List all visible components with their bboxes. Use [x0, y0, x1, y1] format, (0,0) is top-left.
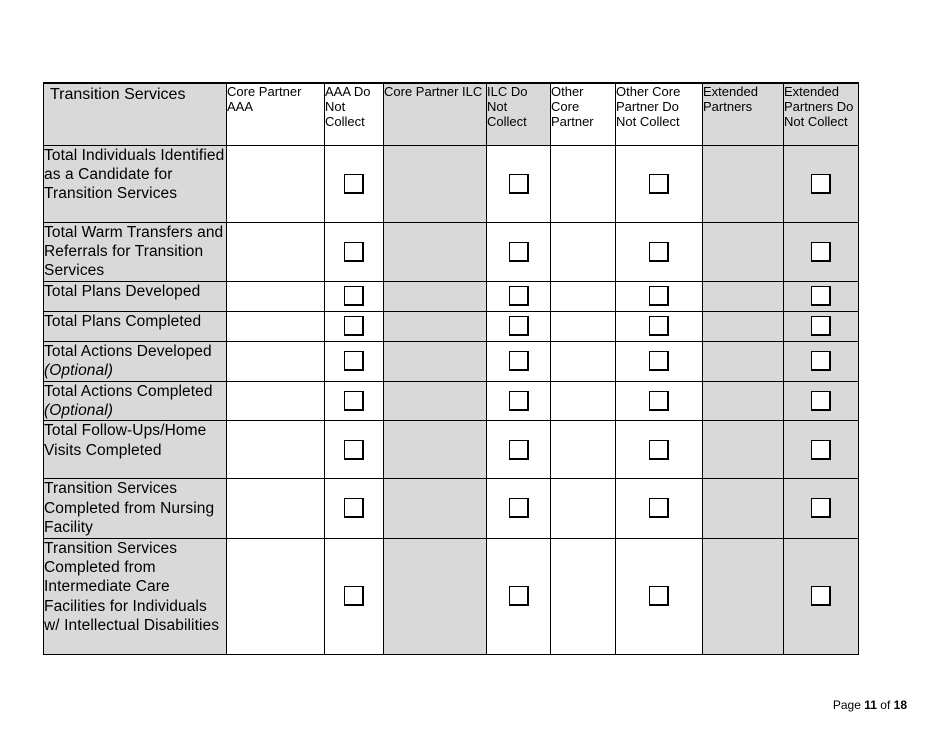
table-cell [616, 538, 703, 654]
table-cell [703, 381, 784, 421]
do-not-collect-checkbox[interactable] [509, 586, 529, 606]
table-cell [551, 421, 616, 479]
do-not-collect-checkbox[interactable] [649, 174, 669, 194]
do-not-collect-checkbox[interactable] [509, 174, 529, 194]
do-not-collect-checkbox[interactable] [811, 351, 831, 371]
table-cell [487, 479, 551, 538]
transition-services-table [43, 82, 859, 655]
table-cell [784, 311, 859, 341]
table-cell [551, 222, 616, 281]
table-cell [551, 538, 616, 654]
table-row [44, 145, 859, 222]
row-label [44, 421, 227, 479]
table-cell [703, 145, 784, 222]
do-not-collect-checkbox[interactable] [344, 440, 364, 460]
table-cell [551, 381, 616, 421]
row-label [44, 381, 227, 421]
table-cell [616, 222, 703, 281]
table-cell [487, 421, 551, 479]
table-cell [227, 381, 325, 421]
do-not-collect-checkbox[interactable] [344, 316, 364, 336]
table-cell [325, 479, 384, 538]
do-not-collect-checkbox[interactable] [344, 391, 364, 411]
table-cell [487, 341, 551, 381]
table-row [44, 538, 859, 654]
table-cell [616, 311, 703, 341]
table-cell [616, 341, 703, 381]
table-cell [784, 222, 859, 281]
header-core-partner-ilc: Core Partner ILC [384, 83, 487, 145]
page-of: of [880, 698, 891, 712]
table-cell [384, 381, 487, 421]
table-cell [325, 341, 384, 381]
table-cell [703, 421, 784, 479]
do-not-collect-checkbox[interactable] [649, 440, 669, 460]
do-not-collect-checkbox[interactable] [344, 242, 364, 262]
table-cell [616, 145, 703, 222]
table-cell [487, 311, 551, 341]
do-not-collect-checkbox[interactable] [649, 242, 669, 262]
row-label [44, 341, 227, 381]
table-cell [325, 281, 384, 311]
table-cell [227, 145, 325, 222]
do-not-collect-checkbox[interactable] [509, 498, 529, 518]
do-not-collect-checkbox[interactable] [344, 351, 364, 371]
table-cell [227, 281, 325, 311]
do-not-collect-checkbox[interactable] [344, 174, 364, 194]
table-cell [784, 341, 859, 381]
do-not-collect-checkbox[interactable] [509, 391, 529, 411]
table-cell [487, 538, 551, 654]
table-cell [703, 341, 784, 381]
page-number [833, 698, 907, 712]
row-label [44, 281, 227, 311]
table-cell [616, 479, 703, 538]
page-prefix: Page [832, 698, 861, 712]
do-not-collect-checkbox[interactable] [811, 586, 831, 606]
do-not-collect-checkbox[interactable] [344, 498, 364, 518]
table-cell [551, 479, 616, 538]
header-extended-partners: Extended Partners [703, 83, 784, 145]
table-cell [325, 311, 384, 341]
row-label-text: Total Follow-Ups/Home Visits Completed [44, 422, 207, 459]
table-cell [616, 421, 703, 479]
table-cell [227, 479, 325, 538]
table-cell [227, 538, 325, 654]
table-cell [487, 281, 551, 311]
table-cell [784, 479, 859, 538]
table-cell [384, 421, 487, 479]
table-cell [703, 281, 784, 311]
do-not-collect-checkbox[interactable] [811, 440, 831, 460]
table-cell [703, 538, 784, 654]
table-cell [784, 145, 859, 222]
do-not-collect-checkbox[interactable] [344, 286, 364, 306]
do-not-collect-checkbox[interactable] [509, 351, 529, 371]
do-not-collect-checkbox[interactable] [649, 391, 669, 411]
do-not-collect-checkbox[interactable] [811, 242, 831, 262]
table-cell [616, 281, 703, 311]
header-other-core-do-not-collect: Other Core Partner Do Not Collect [616, 83, 703, 145]
header-row [44, 83, 859, 145]
row-label [44, 538, 227, 654]
table-cell [703, 479, 784, 538]
table-cell [384, 311, 487, 341]
row-label-text: Total Individuals Identified as a Candidate for Transition Services [44, 146, 225, 203]
table-cell [487, 381, 551, 421]
row-label-note: (Optional) [44, 362, 114, 380]
do-not-collect-checkbox[interactable] [509, 440, 529, 460]
row-label-text: Transition Services Completed from Nursing Facility [44, 480, 215, 537]
table-cell [551, 341, 616, 381]
do-not-collect-checkbox[interactable] [811, 286, 831, 306]
do-not-collect-checkbox[interactable] [649, 498, 669, 518]
table-cell [325, 381, 384, 421]
table-cell [487, 145, 551, 222]
table-cell [384, 145, 487, 222]
table-cell [784, 421, 859, 479]
table-cell [227, 421, 325, 479]
header-aaa-do-not-collect: AAA Do Not Collect [325, 83, 384, 145]
table-cell [227, 222, 325, 281]
row-label-text: Total Actions Developed [44, 342, 212, 360]
do-not-collect-checkbox[interactable] [811, 391, 831, 411]
table-row [44, 381, 859, 421]
header-extended-do-not-collect: Extended Partners Do Not Collect [784, 83, 859, 145]
table-cell [325, 538, 384, 654]
table-cell [616, 381, 703, 421]
table-cell [784, 381, 859, 421]
header-ilc-do-not-collect: ILC Do Not Collect [487, 83, 551, 145]
do-not-collect-checkbox[interactable] [509, 242, 529, 262]
header-core-partner-aaa: Core Partner AAA [227, 83, 325, 145]
row-label [44, 479, 227, 538]
page-current: 11 [864, 698, 877, 712]
row-label [44, 145, 227, 222]
table-cell [325, 145, 384, 222]
do-not-collect-checkbox[interactable] [649, 351, 669, 371]
table-cell [784, 538, 859, 654]
table-cell [384, 538, 487, 654]
do-not-collect-checkbox[interactable] [509, 286, 529, 306]
table-cell [551, 145, 616, 222]
do-not-collect-checkbox[interactable] [811, 174, 831, 194]
page-total: 18 [893, 698, 907, 712]
table-cell [384, 341, 487, 381]
table-cell [227, 341, 325, 381]
table-row [44, 421, 859, 479]
row-label-text: Total Plans Completed [44, 312, 202, 330]
row-label-text: Total Actions Completed [44, 382, 213, 400]
table-cell [551, 311, 616, 341]
do-not-collect-checkbox[interactable] [811, 498, 831, 518]
table-cell [384, 479, 487, 538]
table-row [44, 281, 859, 311]
table-cell [384, 281, 487, 311]
do-not-collect-checkbox[interactable] [649, 316, 669, 336]
do-not-collect-checkbox[interactable] [509, 316, 529, 336]
row-label [44, 311, 227, 341]
table-cell [384, 222, 487, 281]
table-cell [325, 222, 384, 281]
do-not-collect-checkbox[interactable] [649, 586, 669, 606]
do-not-collect-checkbox[interactable] [649, 286, 669, 306]
table-row [44, 311, 859, 341]
table-cell [487, 222, 551, 281]
table-cell [551, 281, 616, 311]
header-transition-services: Transition Services [44, 83, 227, 145]
table-cell [703, 222, 784, 281]
row-label-text: Total Plans Developed [44, 282, 201, 300]
table-cell [325, 421, 384, 479]
row-label [44, 222, 227, 281]
do-not-collect-checkbox[interactable] [811, 316, 831, 336]
table-cell [784, 281, 859, 311]
table-cell [703, 311, 784, 341]
table-row [44, 222, 859, 281]
row-label-note: (Optional) [44, 401, 114, 419]
table-cell [227, 311, 325, 341]
table-row [44, 341, 859, 381]
row-label-text: Transition Services Completed from Intermediate Care Facilities for Individuals w/ Intellectual Disabilities [44, 539, 220, 635]
table-row [44, 479, 859, 538]
row-label-text: Total Warm Transfers and Referrals for Transition Services [44, 223, 224, 280]
do-not-collect-checkbox[interactable] [344, 586, 364, 606]
header-other-core-partner: Other Core Partner [551, 83, 616, 145]
